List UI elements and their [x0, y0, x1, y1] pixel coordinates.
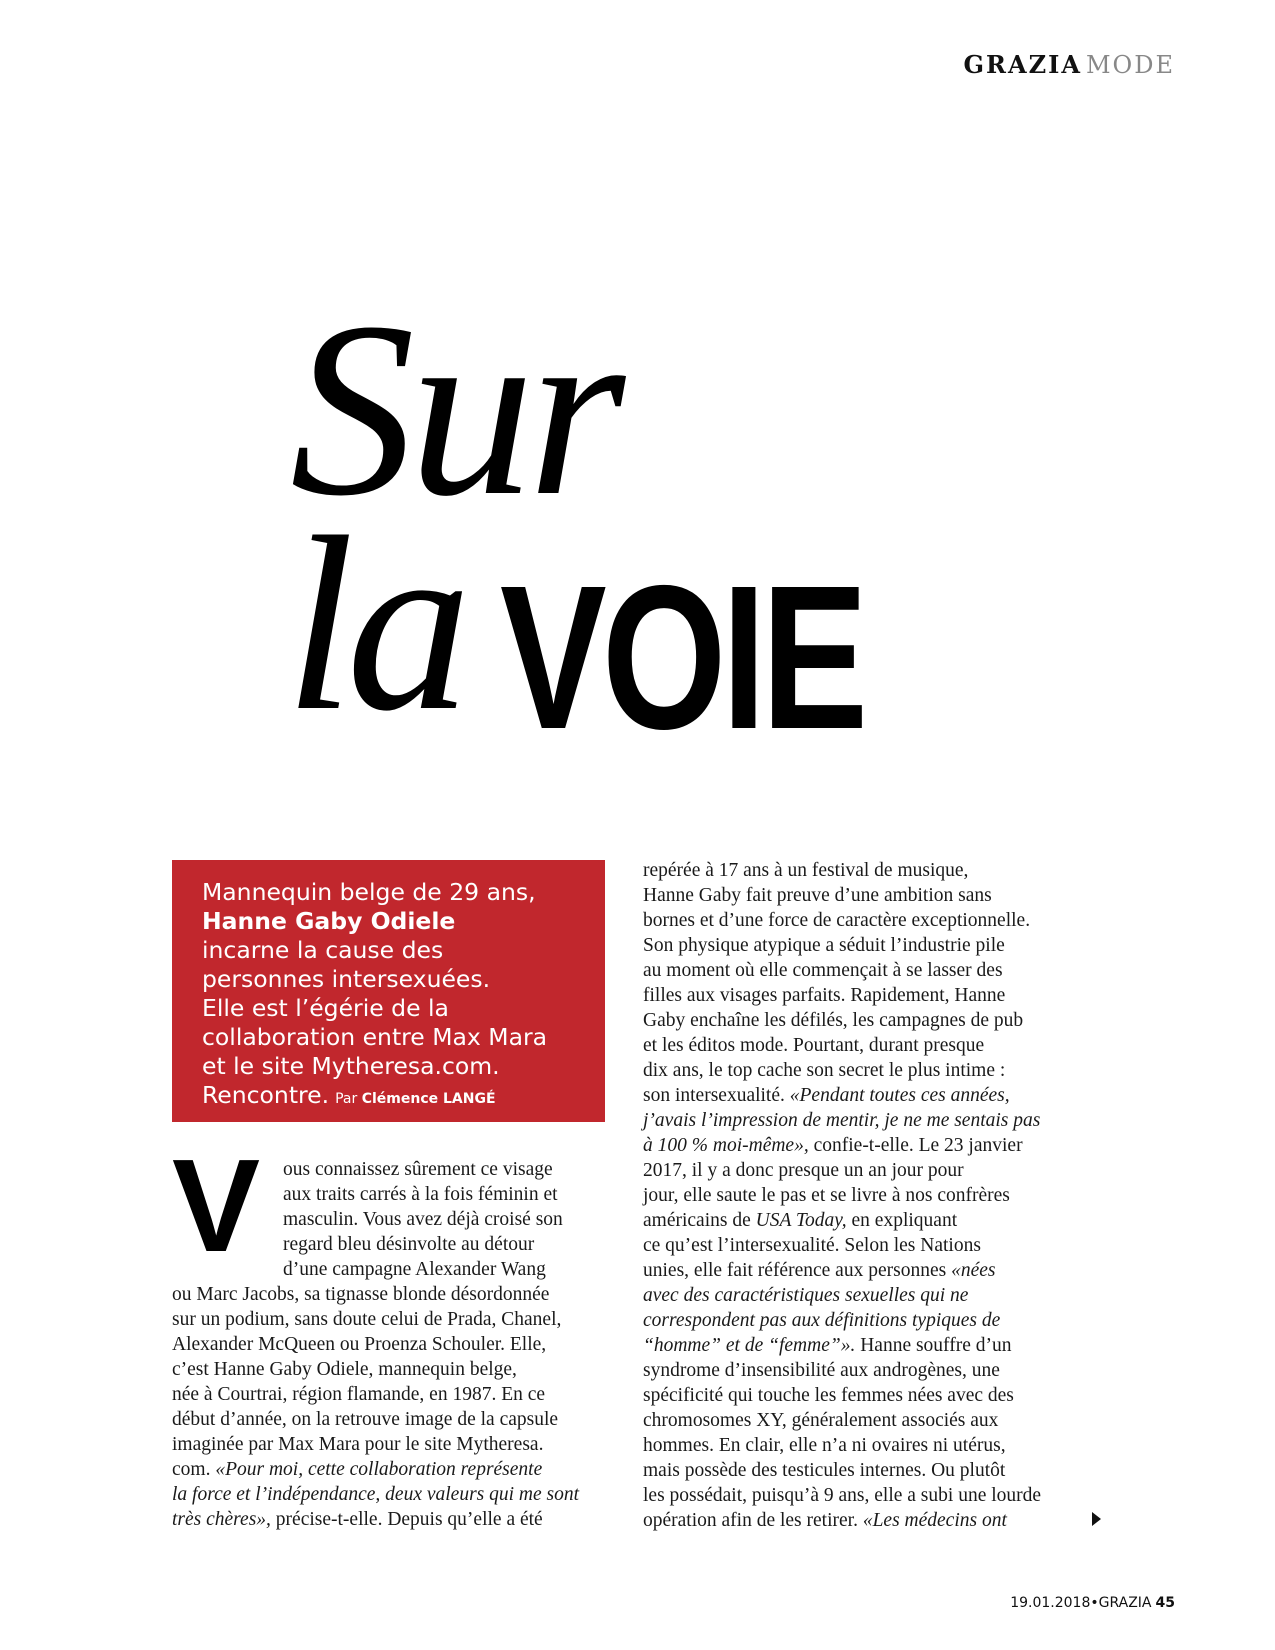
text-line: ous connaissez sûrement ce visage — [283, 1159, 553, 1180]
text-line: chromosomes XY, généralement associés aux — [643, 1410, 999, 1431]
text-line: masculin. Vous avez déjà croisé son — [283, 1209, 563, 1230]
text-line: ce qu’est l’intersexualité. Selon les Nations — [643, 1235, 981, 1256]
text-line: Hanne Gaby fait preuve d’une ambition sans — [643, 885, 992, 906]
quote-segment: «nées — [951, 1260, 996, 1281]
text-line: née à Courtrai, région flamande, en 1987. En ce — [172, 1384, 546, 1405]
text-segment: opération afin de les retirer. — [643, 1510, 858, 1531]
article-column-left-indented — [283, 1157, 563, 1282]
text-line — [643, 1133, 1041, 1158]
intro-box — [172, 860, 605, 1122]
quote-segment: “homme” et de “femme”». — [643, 1335, 856, 1356]
quote-segment: la force et l’indépendance, deux valeurs qui me sont — [172, 1484, 580, 1505]
quote-segment: à 100 % moi-même», — [643, 1135, 809, 1156]
intro-line: Rencontre. — [202, 1081, 330, 1109]
issue-date: 19.01.2018 — [1010, 1595, 1091, 1611]
text-segment: unies, elle fait référence aux personnes — [643, 1260, 947, 1281]
quote-segment: «Pour moi, cette collaboration représente — [215, 1459, 543, 1480]
drop-cap: V — [172, 1132, 261, 1279]
text-line: 2017, il y a donc presque un an jour pour — [643, 1160, 964, 1181]
text-line: repérée à 17 ans à un festival de musique, — [643, 860, 969, 881]
text-line: au moment où elle commençait à se lasser des — [643, 960, 1003, 981]
text-segment: com. — [172, 1459, 211, 1480]
quote-segment: «Pendant toutes ces années, — [789, 1085, 1010, 1106]
text-line: sur un podium, sans doute celui de Prada, Chanel, — [172, 1309, 562, 1330]
text-line: imaginée par Max Mara pour le site Mytheresa. — [172, 1434, 544, 1455]
text-line — [643, 1258, 1041, 1283]
text-line: bornes et d’une force de caractère exceptionnelle. — [643, 910, 1031, 931]
running-header — [964, 50, 1175, 79]
title-line-sur: Sur — [290, 271, 620, 548]
footer-magazine: GRAZIA — [1098, 1595, 1152, 1611]
text-segment: précise-t-elle. Depuis qu’elle a été — [275, 1509, 543, 1530]
text-line — [172, 1457, 579, 1482]
text-line: d’une campagne Alexander Wang — [283, 1259, 546, 1280]
section-label: MODE — [1085, 51, 1175, 79]
text-line: syndrome d’insensibilité aux androgènes, une — [643, 1360, 1000, 1381]
text-line: filles aux visages parfaits. Rapidement, Hanne — [643, 985, 1006, 1006]
intro-line: collaboration entre Max Mara — [202, 1023, 548, 1051]
quote-segment: «Les médecins ont — [862, 1510, 1007, 1531]
text-segment: son intersexualité. — [643, 1085, 785, 1106]
title-line-voie: VOIE — [500, 543, 864, 772]
page-footer — [1010, 1595, 1175, 1611]
text-line: dix ans, le top cache son secret le plus intime : — [643, 1060, 1006, 1081]
text-line: début d’année, on la retrouve image de la capsule — [172, 1409, 559, 1430]
quote-segment: j’avais l’impression de mentir, je ne me sentais pas — [643, 1110, 1041, 1131]
text-line — [643, 1283, 1041, 1308]
text-line: les possédait, puisqu’à 9 ans, elle a subi une lourde — [643, 1485, 1042, 1506]
intro-line: personnes intersexuées. — [202, 965, 491, 993]
quote-segment: avec des caractéristiques sexuelles qui ne — [643, 1285, 969, 1306]
byline-author: Clémence LANGÉ — [361, 1091, 496, 1107]
article-column-left — [172, 1282, 579, 1532]
text-line: et les éditos mode. Pourtant, durant presque — [643, 1035, 985, 1056]
text-segment: confie-t-elle. Le 23 janvier — [813, 1135, 1023, 1156]
text-line: aux traits carrés à la fois féminin et — [283, 1184, 558, 1205]
text-line: spécificité qui touche les femmes nées avec des — [643, 1385, 1014, 1406]
intro-name: Hanne Gaby Odiele — [202, 907, 456, 935]
text-line: c’est Hanne Gaby Odiele, mannequin belge, — [172, 1359, 517, 1380]
text-line — [172, 1507, 579, 1532]
text-line: Gaby enchaîne les défilés, les campagnes de pub — [643, 1010, 1024, 1031]
page-number: 45 — [1155, 1595, 1175, 1611]
text-line: ou Marc Jacobs, sa tignasse blonde désordonnée — [172, 1284, 550, 1305]
article-column-right — [643, 858, 1041, 1533]
continue-arrow-icon — [1092, 1512, 1101, 1526]
magazine-brand: GRAZIA — [963, 50, 1082, 79]
text-line: Son physique atypique a séduit l’industrie pile — [643, 935, 1005, 956]
quote-segment: correspondent pas aux définitions typiques de — [643, 1310, 1001, 1331]
text-line: Alexander McQueen ou Proenza Schouler. Elle, — [172, 1334, 547, 1355]
intro-line: Elle est l’égérie de la — [202, 994, 449, 1022]
text-line: hommes. En clair, elle n’a ni ovaires ni utérus, — [643, 1435, 1006, 1456]
text-line — [643, 1333, 1041, 1358]
byline-prefix: Par — [335, 1091, 358, 1107]
text-line — [643, 1508, 1041, 1533]
intro-line-last — [202, 1081, 585, 1114]
text-segment: américains de — [643, 1210, 751, 1231]
quote-segment: USA Today, — [755, 1210, 847, 1231]
text-line — [643, 1208, 1041, 1233]
text-segment: Hanne souffre d’un — [860, 1335, 1012, 1356]
text-line — [172, 1482, 579, 1507]
intro-line: et le site Mytheresa.com. — [202, 1052, 500, 1080]
quote-segment: très chères», — [172, 1509, 271, 1530]
footer-separator: • — [1090, 1595, 1099, 1611]
byline — [335, 1091, 495, 1107]
text-line: regard bleu désinvolte au détour — [283, 1234, 535, 1255]
text-line — [643, 1083, 1041, 1108]
text-line: mais possède des testicules internes. Ou plutôt — [643, 1460, 1006, 1481]
intro-line: incarne la cause des — [202, 936, 444, 964]
intro-line: Mannequin belge de 29 ans, — [202, 878, 536, 906]
title-line-la: la — [285, 486, 464, 763]
text-line — [643, 1108, 1041, 1133]
text-line — [643, 1308, 1041, 1333]
text-segment: en expliquant — [851, 1210, 958, 1231]
text-line: jour, elle saute le pas et se livre à nos confrères — [643, 1185, 1010, 1206]
